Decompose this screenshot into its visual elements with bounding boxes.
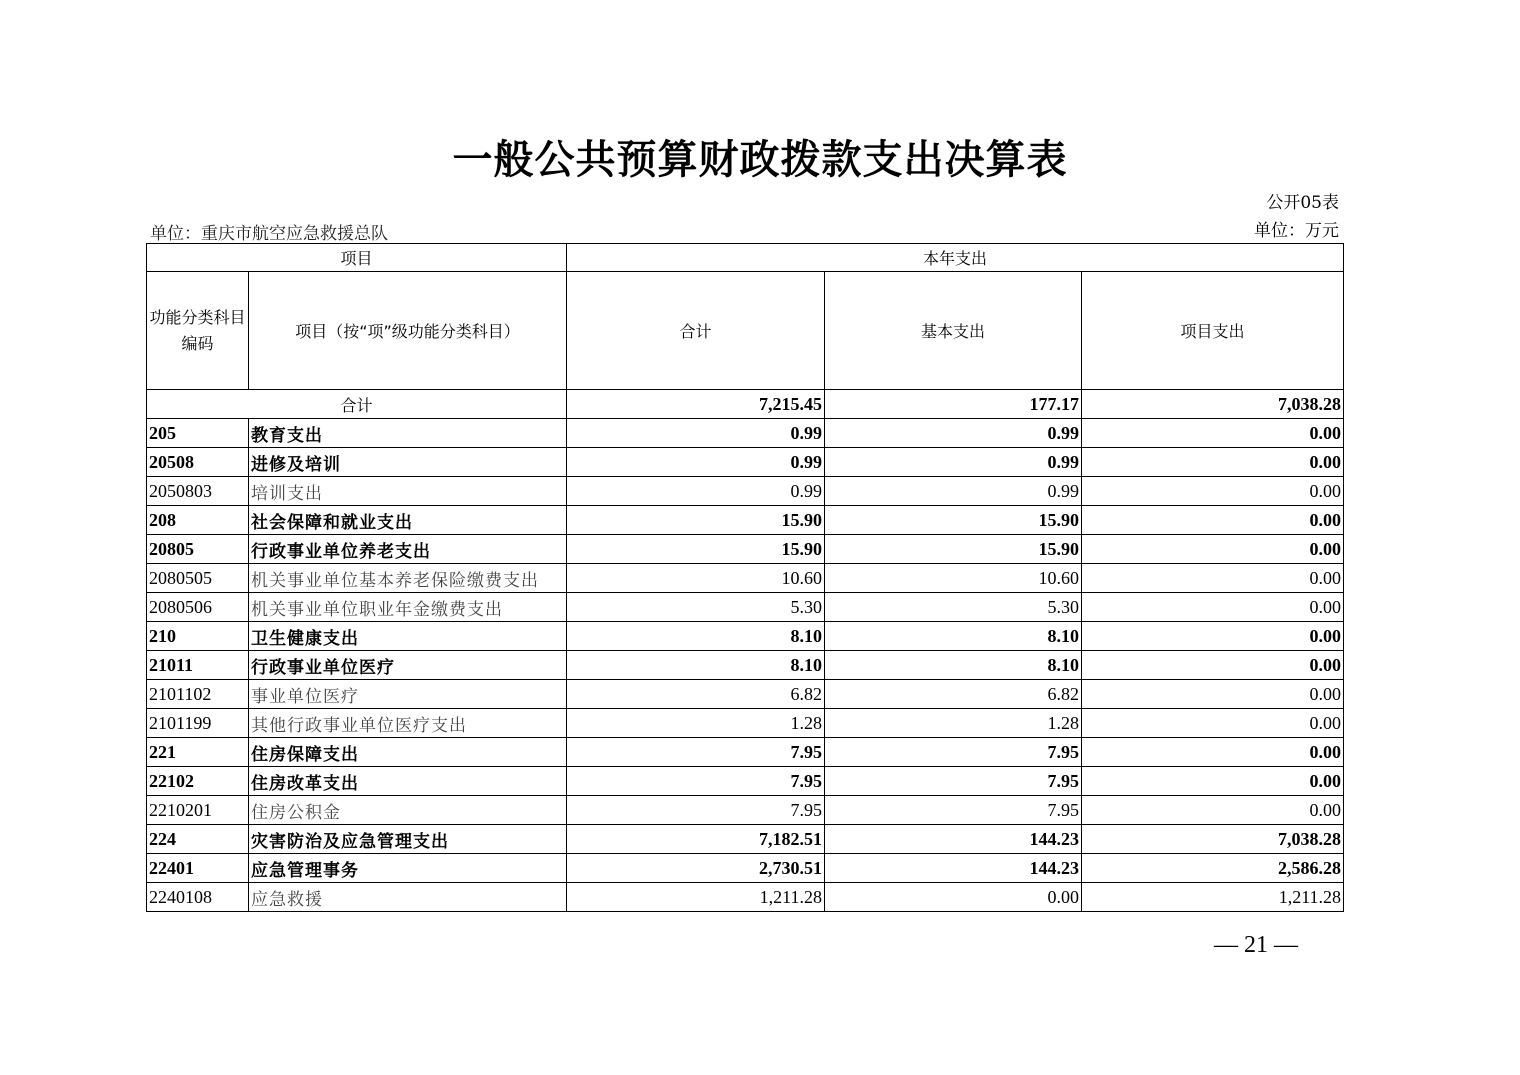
row-code: 2101102	[147, 680, 249, 709]
row-total: 6.82	[567, 680, 825, 709]
row-total: 2,730.51	[567, 854, 825, 883]
header-basic: 基本支出	[825, 272, 1082, 390]
total-basic: 177.17	[825, 390, 1082, 419]
row-name: 事业单位医疗	[249, 680, 567, 709]
row-code: 2050803	[147, 477, 249, 506]
row-name: 其他行政事业单位医疗支出	[249, 709, 567, 738]
header-row-1	[147, 244, 1344, 272]
row-project: 0.00	[1082, 680, 1344, 709]
header-project: 项目支出	[1082, 272, 1344, 390]
row-project: 0.00	[1082, 738, 1344, 767]
table-row	[147, 651, 1344, 680]
row-project: 0.00	[1082, 477, 1344, 506]
row-total: 10.60	[567, 564, 825, 593]
header-total: 合计	[567, 272, 825, 390]
row-project: 0.00	[1082, 419, 1344, 448]
table-row	[147, 854, 1344, 883]
row-project: 1,211.28	[1082, 883, 1344, 912]
row-project: 0.00	[1082, 448, 1344, 477]
row-project: 0.00	[1082, 622, 1344, 651]
row-project: 2,586.28	[1082, 854, 1344, 883]
row-basic: 8.10	[825, 622, 1082, 651]
row-project: 0.00	[1082, 564, 1344, 593]
row-total: 8.10	[567, 622, 825, 651]
row-basic: 15.90	[825, 535, 1082, 564]
row-project: 0.00	[1082, 593, 1344, 622]
row-name: 社会保障和就业支出	[249, 506, 567, 535]
table-row	[147, 506, 1344, 535]
row-code: 2101199	[147, 709, 249, 738]
row-code: 221	[147, 738, 249, 767]
header-item: 项目	[147, 244, 567, 272]
unit-organization: 单位：重庆市航空应急救援总队	[150, 224, 388, 244]
row-name: 机关事业单位基本养老保险缴费支出	[249, 564, 567, 593]
header-item-by-category: 项目（按“项”级功能分类科目）	[249, 272, 567, 390]
header-current-year: 本年支出	[567, 244, 1344, 272]
row-name: 教育支出	[249, 419, 567, 448]
table-row	[147, 622, 1344, 651]
row-basic: 0.99	[825, 448, 1082, 477]
row-name: 住房公积金	[249, 796, 567, 825]
row-total: 5.30	[567, 593, 825, 622]
row-basic: 0.99	[825, 477, 1082, 506]
row-basic: 7.95	[825, 738, 1082, 767]
row-total: 7.95	[567, 767, 825, 796]
row-total: 7.95	[567, 796, 825, 825]
row-total: 1,211.28	[567, 883, 825, 912]
row-code: 20805	[147, 535, 249, 564]
table-row	[147, 477, 1344, 506]
row-total: 15.90	[567, 506, 825, 535]
row-basic: 1.28	[825, 709, 1082, 738]
form-number: 公开05表	[1266, 193, 1339, 213]
row-total: 0.99	[567, 477, 825, 506]
row-basic: 8.10	[825, 651, 1082, 680]
page-number: — 21 —	[1214, 932, 1298, 958]
row-basic: 5.30	[825, 593, 1082, 622]
table-row	[147, 738, 1344, 767]
row-project: 0.00	[1082, 767, 1344, 796]
row-total: 0.99	[567, 419, 825, 448]
row-name: 行政事业单位养老支出	[249, 535, 567, 564]
row-basic: 6.82	[825, 680, 1082, 709]
total-row	[147, 390, 1344, 419]
row-project: 0.00	[1082, 796, 1344, 825]
row-name: 机关事业单位职业年金缴费支出	[249, 593, 567, 622]
row-name: 卫生健康支出	[249, 622, 567, 651]
row-total: 7,182.51	[567, 825, 825, 854]
row-total: 8.10	[567, 651, 825, 680]
table-row	[147, 593, 1344, 622]
row-code: 205	[147, 419, 249, 448]
row-code: 210	[147, 622, 249, 651]
expenditure-table	[146, 243, 1344, 912]
row-name: 进修及培训	[249, 448, 567, 477]
header-row-2	[147, 272, 1344, 390]
row-basic: 0.99	[825, 419, 1082, 448]
table-row	[147, 883, 1344, 912]
table-row	[147, 448, 1344, 477]
row-code: 2080506	[147, 593, 249, 622]
table-row	[147, 825, 1344, 854]
row-name: 住房保障支出	[249, 738, 567, 767]
row-project: 7,038.28	[1082, 825, 1344, 854]
row-basic: 15.90	[825, 506, 1082, 535]
header-code: 功能分类科目编码	[147, 272, 249, 390]
table-row	[147, 680, 1344, 709]
row-name: 行政事业单位医疗	[249, 651, 567, 680]
row-code: 22401	[147, 854, 249, 883]
row-name: 培训支出	[249, 477, 567, 506]
row-total: 0.99	[567, 448, 825, 477]
row-code: 224	[147, 825, 249, 854]
total-project: 7,038.28	[1082, 390, 1344, 419]
table-row	[147, 767, 1344, 796]
row-basic: 144.23	[825, 854, 1082, 883]
row-project: 0.00	[1082, 709, 1344, 738]
row-basic: 7.95	[825, 767, 1082, 796]
row-basic: 0.00	[825, 883, 1082, 912]
row-basic: 7.95	[825, 796, 1082, 825]
row-code: 2080505	[147, 564, 249, 593]
row-code: 21011	[147, 651, 249, 680]
row-total: 7.95	[567, 738, 825, 767]
row-project: 0.00	[1082, 651, 1344, 680]
row-code: 20508	[147, 448, 249, 477]
row-code: 208	[147, 506, 249, 535]
row-code: 2210201	[147, 796, 249, 825]
unit-currency: 单位：万元	[1254, 221, 1339, 241]
row-code: 2240108	[147, 883, 249, 912]
table-row	[147, 419, 1344, 448]
row-project: 0.00	[1082, 535, 1344, 564]
row-name: 住房改革支出	[249, 767, 567, 796]
total-label: 合计	[147, 390, 567, 419]
row-total: 15.90	[567, 535, 825, 564]
row-basic: 144.23	[825, 825, 1082, 854]
row-name: 应急管理事务	[249, 854, 567, 883]
table-row	[147, 535, 1344, 564]
row-project: 0.00	[1082, 506, 1344, 535]
table-row	[147, 564, 1344, 593]
row-name: 灾害防治及应急管理支出	[249, 825, 567, 854]
table-row	[147, 709, 1344, 738]
total-amount: 7,215.45	[567, 390, 825, 419]
row-name: 应急救援	[249, 883, 567, 912]
row-total: 1.28	[567, 709, 825, 738]
row-basic: 10.60	[825, 564, 1082, 593]
page-title: 一般公共预算财政拨款支出决算表	[452, 136, 1068, 183]
table-row	[147, 796, 1344, 825]
row-code: 22102	[147, 767, 249, 796]
